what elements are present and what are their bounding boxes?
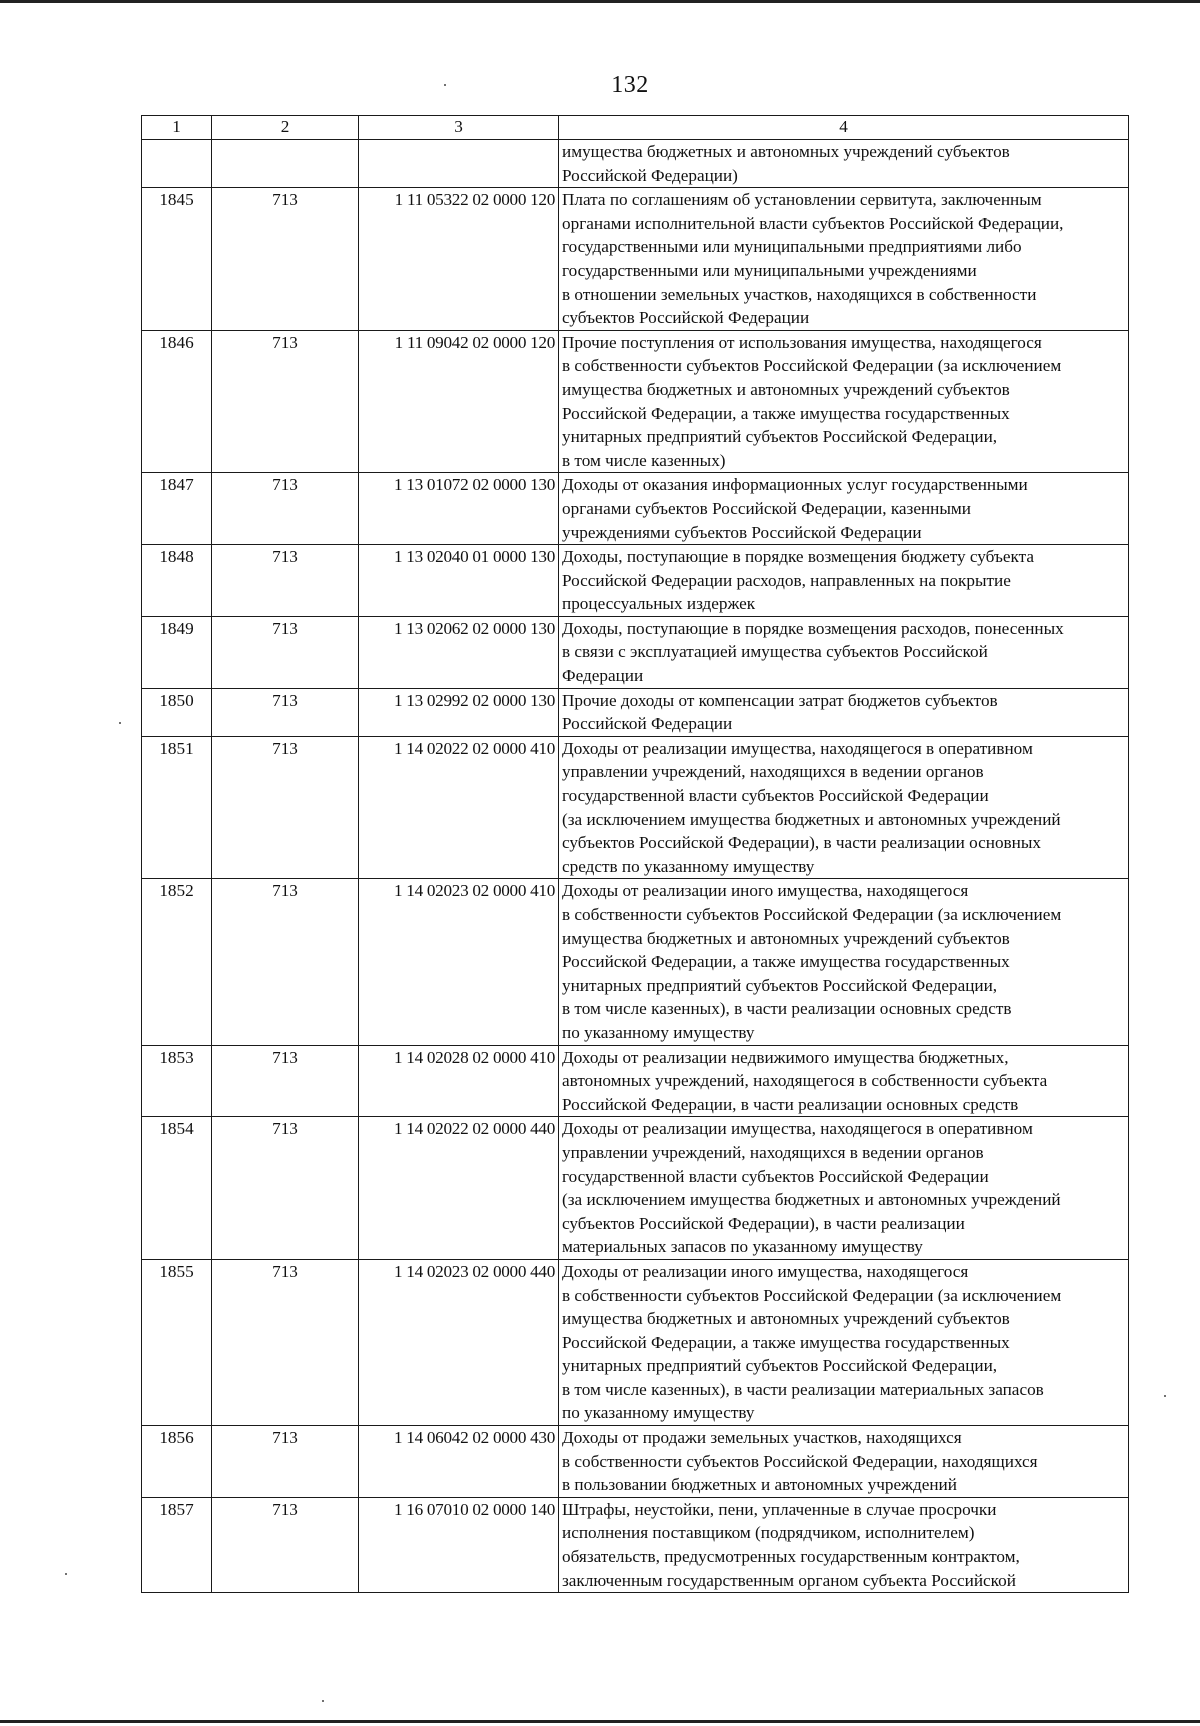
scan-speck (119, 722, 121, 724)
administrator-code-cell: 713 (212, 188, 359, 331)
description-line: Плата по соглашениям об установлении сервитута, заключенным (562, 190, 1042, 210)
description-line: автономных учреждений, находящегося в собственности субъекта (562, 1071, 1048, 1091)
description-line: обязательств, предусмотренных государственным контрактом, (562, 1547, 1020, 1567)
description-line: по указанному имуществу (562, 1022, 755, 1042)
description-line: унитарных предприятий субъектов Российской Федерации, (562, 427, 998, 447)
description-line: государственными или муниципальными учреждениями (562, 260, 977, 280)
table-row (142, 473, 1129, 545)
header-col-3: 3 (359, 116, 559, 140)
description-line: в собственности субъектов Российской Федерации, находящихся (562, 1451, 1038, 1471)
description-line: Доходы от реализации имущества, находящегося в оперативном (562, 738, 1033, 758)
revenue-code-cell: 1 13 02040 01 0000 130 (359, 545, 559, 617)
table-row (142, 1259, 1129, 1425)
table-body (142, 140, 1129, 1593)
administrator-code-cell: 713 (212, 879, 359, 1045)
description-line: (за исключением имущества бюджетных и автономных учреждений (562, 809, 1061, 829)
description-line: имущества бюджетных и автономных учреждений субъектов (562, 928, 1010, 948)
description-line: Российской Федерации расходов, направленных на покрытие (562, 570, 1011, 590)
row-number-cell: 1853 (142, 1045, 212, 1117)
table-row (142, 188, 1129, 331)
revenue-description-cell (559, 1117, 1129, 1260)
revenue-code-cell: 1 14 02022 02 0000 440 (359, 1117, 559, 1260)
description-line: (за исключением имущества бюджетных и автономных учреждений (562, 1190, 1061, 1210)
description-line: Доходы от реализации имущества, находящегося в оперативном (562, 1119, 1033, 1139)
revenue-code-cell: 1 11 09042 02 0000 120 (359, 330, 559, 473)
revenue-description-cell (559, 1426, 1129, 1498)
table-row (142, 688, 1129, 736)
administrator-code-cell: 713 (212, 1117, 359, 1260)
administrator-code-cell: 713 (212, 736, 359, 879)
revenue-code-cell: 1 11 05322 02 0000 120 (359, 188, 559, 331)
row-number-cell: 1846 (142, 330, 212, 473)
description-line: в пользовании бюджетных и автономных учреждений (562, 1475, 957, 1495)
row-number-cell: 1855 (142, 1259, 212, 1425)
revenue-code-cell: 1 14 02023 02 0000 410 (359, 879, 559, 1045)
table-row (142, 545, 1129, 617)
header-row (142, 116, 1129, 140)
revenue-description-cell (559, 879, 1129, 1045)
revenue-description-cell (559, 330, 1129, 473)
table-row (142, 330, 1129, 473)
table-row (142, 1117, 1129, 1260)
administrator-code-cell: 713 (212, 1045, 359, 1117)
table-row (142, 140, 1129, 188)
revenue-description-cell (559, 736, 1129, 879)
description-line: в собственности субъектов Российской Федерации (за исключением (562, 356, 1062, 376)
description-line: в собственности субъектов Российской Федерации (за исключением (562, 1285, 1062, 1305)
revenue-code-cell: 1 14 02023 02 0000 440 (359, 1259, 559, 1425)
description-line: учреждениями субъектов Российской Федерации (562, 522, 922, 542)
revenue-code-cell: 1 13 02992 02 0000 130 (359, 688, 559, 736)
description-line: органами субъектов Российской Федерации, казенными (562, 498, 971, 518)
row-number-cell: 1857 (142, 1497, 212, 1592)
description-line: Российской Федерации, а также имущества государственных (562, 403, 1010, 423)
description-line: средств по указанному имуществу (562, 856, 815, 876)
description-line: Доходы, поступающие в порядке возмещения расходов, понесенных (562, 618, 1064, 638)
table-row (142, 1426, 1129, 1498)
description-line: в том числе казенных), в части реализации основных средств (562, 999, 1012, 1019)
revenue-description-cell (559, 545, 1129, 617)
row-number-cell (142, 140, 212, 188)
administrator-code-cell: 713 (212, 688, 359, 736)
description-line: Доходы от оказания информационных услуг государственными (562, 475, 1028, 495)
row-number-cell: 1849 (142, 616, 212, 688)
scan-border-top (0, 0, 1200, 3)
revenue-description-cell (559, 616, 1129, 688)
description-line: Доходы от реализации иного имущества, находящегося (562, 1261, 969, 1281)
description-line: Российской Федерации, в части реализации основных средств (562, 1094, 1019, 1114)
administrator-code-cell: 713 (212, 1259, 359, 1425)
administrator-code-cell: 713 (212, 473, 359, 545)
description-line: органами исполнительной власти субъектов Российской Федерации, (562, 213, 1064, 233)
administrator-code-cell: 713 (212, 1426, 359, 1498)
row-number-cell: 1852 (142, 879, 212, 1045)
header-col-4: 4 (559, 116, 1129, 140)
description-line: имущества бюджетных и автономных учреждений субъектов (562, 142, 1010, 161)
description-line: в собственности субъектов Российской Федерации (за исключением (562, 905, 1062, 924)
scan-border-bottom (0, 1720, 1200, 1723)
description-line: материальных запасов по указанному имуществу (562, 1237, 923, 1257)
description-line: Российской Федерации (562, 714, 733, 734)
revenue-description-cell (559, 688, 1129, 736)
administrator-code-cell: 713 (212, 545, 359, 617)
description-line: Прочие доходы от компенсации затрат бюджетов субъектов (562, 690, 998, 710)
description-line: процессуальных издержек (562, 594, 756, 614)
description-line: Штрафы, неустойки, пени, уплаченные в случае просрочки (562, 1499, 997, 1519)
description-line: субъектов Российской Федерации (562, 308, 810, 328)
description-line: Российской Федерации) (562, 165, 738, 185)
row-number-cell: 1850 (142, 688, 212, 736)
revenue-description-cell (559, 473, 1129, 545)
row-number-cell: 1845 (142, 188, 212, 331)
description-line: Доходы, поступающие в порядке возмещения бюджету субъекта (562, 547, 1034, 567)
header-col-2: 2 (212, 116, 359, 140)
scan-speck (65, 1573, 67, 1575)
revenue-code-cell: 1 13 02062 02 0000 130 (359, 616, 559, 688)
description-line: в связи с эксплуатацией имущества субъектов Российской (562, 642, 988, 662)
revenue-code-cell: 1 13 01072 02 0000 130 (359, 473, 559, 545)
description-line: Российской Федерации, а также имущества государственных (562, 952, 1010, 972)
description-line: Доходы от продажи земельных участков, находящихся (562, 1428, 962, 1448)
description-line: по указанному имуществу (562, 1403, 755, 1423)
description-line: Федерации (562, 666, 644, 686)
description-line: государственной власти субъектов Российской Федерации (562, 1166, 989, 1186)
page-number: 132 (611, 72, 649, 98)
description-line: субъектов Российской Федерации), в части реализации основных (562, 833, 1042, 853)
description-line: исполнения поставщиком (подрядчиком, исполнителем) (562, 1523, 975, 1543)
description-line: управлении учреждений, находящихся в ведении органов (562, 1142, 984, 1162)
row-number-cell: 1848 (142, 545, 212, 617)
revenue-code-cell (359, 140, 559, 188)
description-line: имущества бюджетных и автономных учреждений субъектов (562, 379, 1010, 399)
row-number-cell: 1847 (142, 473, 212, 545)
description-line: Доходы от реализации недвижимого имущества бюджетных, (562, 1047, 1009, 1067)
description-line: государственными или муниципальными предприятиями либо (562, 237, 1022, 257)
scan-speck (322, 1700, 324, 1702)
description-line: унитарных предприятий субъектов Российской Федерации, (562, 975, 998, 995)
revenue-code-cell: 1 16 07010 02 0000 140 (359, 1497, 559, 1592)
scan-speck (1164, 1395, 1166, 1397)
table-row (142, 1045, 1129, 1117)
administrator-code-cell: 713 (212, 616, 359, 688)
revenue-description-cell (559, 140, 1129, 188)
description-line: имущества бюджетных и автономных учреждений субъектов (562, 1309, 1010, 1329)
description-line: Российской Федерации, а также имущества государственных (562, 1332, 1010, 1352)
administrator-code-cell: 713 (212, 1497, 359, 1592)
row-number-cell: 1856 (142, 1426, 212, 1498)
row-number-cell: 1854 (142, 1117, 212, 1260)
description-line: в том числе казенных), в части реализации материальных запасов (562, 1379, 1044, 1399)
revenue-code-cell: 1 14 06042 02 0000 430 (359, 1426, 559, 1498)
description-line: Доходы от реализации иного имущества, находящегося (562, 881, 969, 901)
table-row (142, 879, 1129, 1045)
table-header (142, 116, 1129, 140)
description-line: Прочие поступления от использования имущества, находящегося (562, 332, 1042, 352)
header-col-1: 1 (142, 116, 212, 140)
revenue-description-cell (559, 1497, 1129, 1592)
administrator-code-cell: 713 (212, 330, 359, 473)
description-line: субъектов Российской Федерации), в части реализации (562, 1213, 965, 1233)
revenue-description-cell (559, 1259, 1129, 1425)
table-row (142, 1497, 1129, 1592)
revenue-codes-table (141, 115, 1129, 1593)
revenue-code-cell: 1 14 02022 02 0000 410 (359, 736, 559, 879)
description-line: управлении учреждений, находящихся в ведении органов (562, 762, 984, 782)
row-number-cell: 1851 (142, 736, 212, 879)
description-line: государственной власти субъектов Российской Федерации (562, 786, 989, 806)
revenue-description-cell (559, 1045, 1129, 1117)
revenue-code-cell: 1 14 02028 02 0000 410 (359, 1045, 559, 1117)
description-line: унитарных предприятий субъектов Российской Федерации, (562, 1356, 998, 1376)
description-line: в отношении земельных участков, находящихся в собственности (562, 284, 1037, 304)
administrator-code-cell (212, 140, 359, 188)
revenue-description-cell (559, 188, 1129, 331)
table-row (142, 736, 1129, 879)
description-line: заключенным государственным органом субъекта Российской (562, 1570, 1016, 1590)
table-row (142, 616, 1129, 688)
description-line: в том числе казенных) (562, 450, 726, 470)
